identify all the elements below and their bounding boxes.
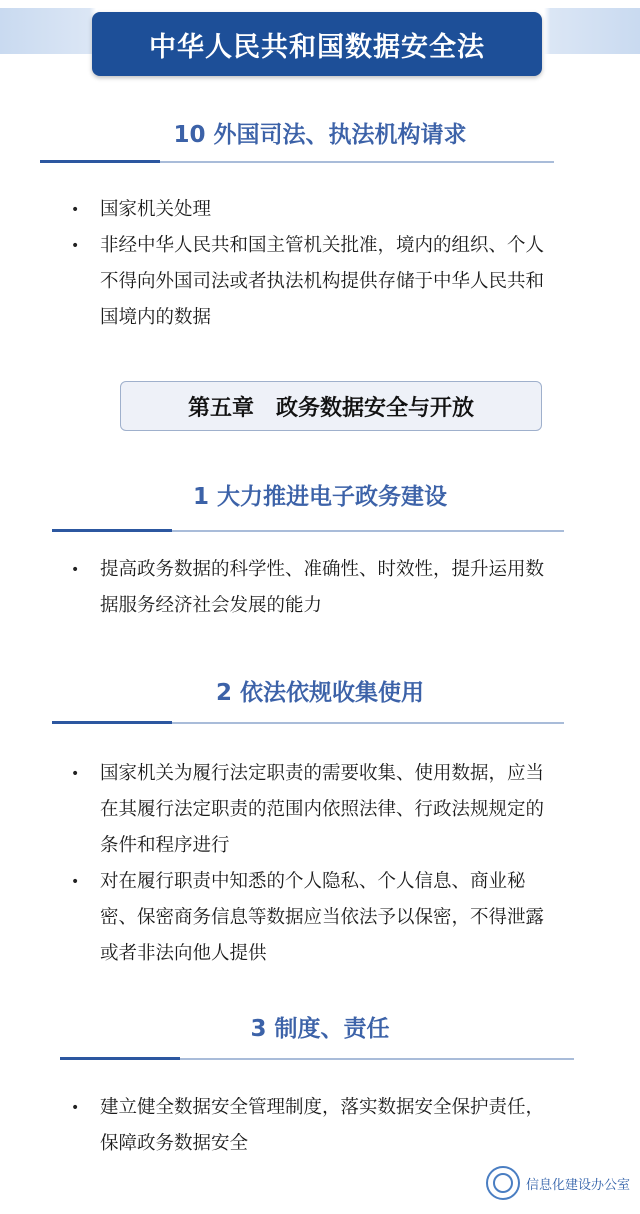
footer-brand — [486, 1166, 630, 1200]
section-divider — [40, 161, 554, 163]
list-item: • 对在履行职责中知悉的个人隐私、个人信息、商业秘密、保密商务信息等数据应当依法予以保密，不得泄露或者非法向他人提供 — [71, 871, 545, 964]
chapter-title: 第五章 政务数据安全与开放 — [187, 395, 474, 421]
bullet-list — [68, 756, 558, 972]
page-title: 中华人民共和国数据安全法 — [149, 31, 485, 63]
section-title: 10 外国司法、执法机构请求 — [173, 122, 467, 148]
chapter-heading — [120, 381, 542, 431]
list-item: • 国家机关处理 — [71, 199, 212, 220]
list-item: • 国家机关为履行法定职责的需要收集、使用数据，应当在其履行法定职责的范围内依照法律、行政法规规定的条件和程序进行 — [71, 763, 545, 856]
section-divider — [60, 1058, 574, 1060]
section-divider — [52, 722, 564, 724]
bullet-list — [68, 552, 558, 624]
list-item: • 非经中华人民共和国主管机关批准，境内的组织、个人不得向外国司法或者执法机构提供存储于中华人民共和国境内的数据 — [71, 235, 545, 328]
section-title: 1 大力推进电子政务建设 — [192, 484, 447, 510]
list-item: • 建立健全数据安全管理制度，落实数据安全保护责任，保障政务数据安全 — [71, 1097, 545, 1154]
section-title: 3 制度、责任 — [250, 1016, 390, 1042]
seal-icon — [486, 1166, 520, 1200]
section-title: 2 依法依规收集使用 — [215, 680, 424, 706]
list-item: • 提高政务数据的科学性、准确性、时效性，提升运用数据服务经济社会发展的能力 — [71, 559, 545, 616]
footer-org: 信息化建设办公室 — [525, 1177, 630, 1193]
section-divider — [52, 530, 564, 532]
header-banner — [92, 12, 542, 76]
bullet-list — [68, 1090, 558, 1162]
bullet-list — [68, 192, 558, 336]
